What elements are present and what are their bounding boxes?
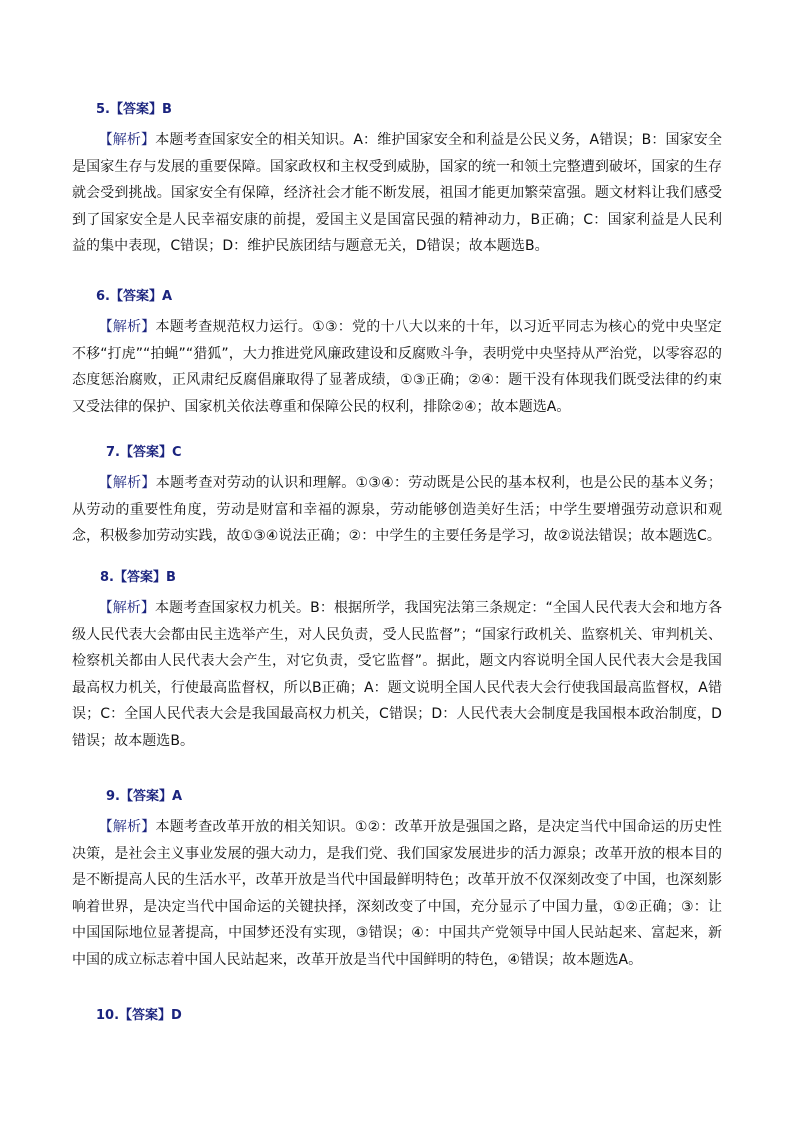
analysis-text: 本题考查对劳动的认识和理解。①③④：劳动既是公民的基本权利，也是公民的基本义务；从劳动的重要性角度，劳动是财富和幸福的源泉，劳动能够创造美好生活；中学生要增强劳动意识和观念，积极参加劳动实践，故①③④说法正确；②：中学生的主要任务是学习，故②说法错误；故本题选C。 (72, 475, 722, 545)
answer-label: 【答案】 (113, 570, 166, 585)
analysis-label: 【解析】 (98, 819, 156, 835)
answer-line (106, 444, 182, 462)
analysis-text: 本题考查规范权力运行。①③：党的十八大以来的十年，以习近平同志为核心的党中央坚定不移“打虎”“拍蝇”“猎狐”，大力推进党风廉政建设和反腐败斗争，表明党中央坚持从严治党，以零容忍的态度惩治腐败，正风肃纪反腐倡廉取得了显著成绩，①③正确；②④：题干没有体现我们既受法律的约束又受法律的保护、国家机关依法尊重和保障公民的权利，排除②④；故本题选A。 (72, 319, 722, 415)
question-number: 9. (106, 789, 120, 804)
analysis-paragraph (72, 595, 722, 755)
question-number: 6. (96, 289, 110, 304)
analysis-paragraph (72, 127, 722, 260)
answer-value: A (162, 289, 173, 304)
answer-label: 【答案】 (119, 1008, 172, 1023)
answer-line (96, 101, 172, 119)
answer-value: A (172, 789, 183, 804)
answer-value: D (171, 1008, 182, 1023)
answer-label: 【答案】 (109, 289, 162, 304)
answer-value: C (172, 445, 182, 460)
question-number: 8. (100, 570, 114, 585)
analysis-label: 【解析】 (98, 132, 156, 148)
answer-value: B (162, 102, 172, 117)
question-number: 7. (106, 445, 120, 460)
answer-label: 【答案】 (119, 445, 172, 460)
answer-label: 【答案】 (119, 789, 172, 804)
analysis-text: 本题考查国家权力机关。B：根据所学，我国宪法第三条规定：“全国人民代表大会和地方各级人民代表大会都由民主选举产生，对人民负责，受人民监督”；“国家行政机关、监察机关、审判机关、检察机关都由人民代表大会产生，对它负责，受它监督”。据此，题文内容说明全国人民代表大会是我国最高权力机关，行使最高监督权，所以B正确；A：题文说明全国人民代表大会行使我国最高监督权，A错误；C：全国人民代表大会是我国最高权力机关，C错误；D：人民代表大会制度是我国根本政治制度，D错误；故本题选B。 (72, 600, 723, 749)
question-number: 10. (96, 1008, 120, 1023)
answer-label: 【答案】 (109, 102, 162, 117)
answer-line (100, 569, 176, 587)
analysis-label: 【解析】 (98, 600, 156, 616)
analysis-paragraph (72, 470, 722, 550)
answer-value: B (166, 570, 176, 585)
analysis-paragraph (72, 314, 722, 420)
analysis-label: 【解析】 (98, 475, 156, 491)
analysis-text: 本题考查国家安全的相关知识。A：维护国家安全和利益是公民义务，A错误；B：国家安全是国家生存与发展的重要保障。国家政权和主权受到威胁，国家的统一和领土完整遭到破坏，国家的生存就会受到挑战。国家安全有保障，经济社会才能不断发展，祖国才能更加繁荣富强。题文材料让我们感受到了国家安全是人民幸福安康的前提，爱国主义是国富民强的精神动力，B正确；C：国家利益是人民利益的集中表现，C错误；D：维护民族团结与题意无关，D错误；故本题选B。 (72, 132, 722, 255)
analysis-text: 本题考查改革开放的相关知识。①②：改革开放是强国之路，是决定当代中国命运的历史性决策，是社会主义事业发展的强大动力，是我们党、我们国家发展进步的活力源泉；改革开放的根本目的是不断提高人民的生活水平，改革开放是当代中国最鲜明特色；改革开放不仅深刻改变了中国，也深刻影响着世界，是决定当代中国命运的关键抉择，深刻改变了中国，充分显示了中国力量，①②正确；③：让中国国际地位显著提高，中国梦还没有实现，③错误；④：中国共产党领导中国人民站起来、富起来，新中国的成立标志着中国人民站起来，改革开放是当代中国鲜明的特色，④错误；故本题选A。 (72, 819, 722, 968)
answer-line (96, 1007, 182, 1025)
analysis-paragraph (72, 814, 722, 974)
analysis-label: 【解析】 (98, 319, 156, 335)
question-number: 5. (96, 102, 110, 117)
answer-line (106, 788, 182, 806)
answer-line (96, 288, 172, 306)
